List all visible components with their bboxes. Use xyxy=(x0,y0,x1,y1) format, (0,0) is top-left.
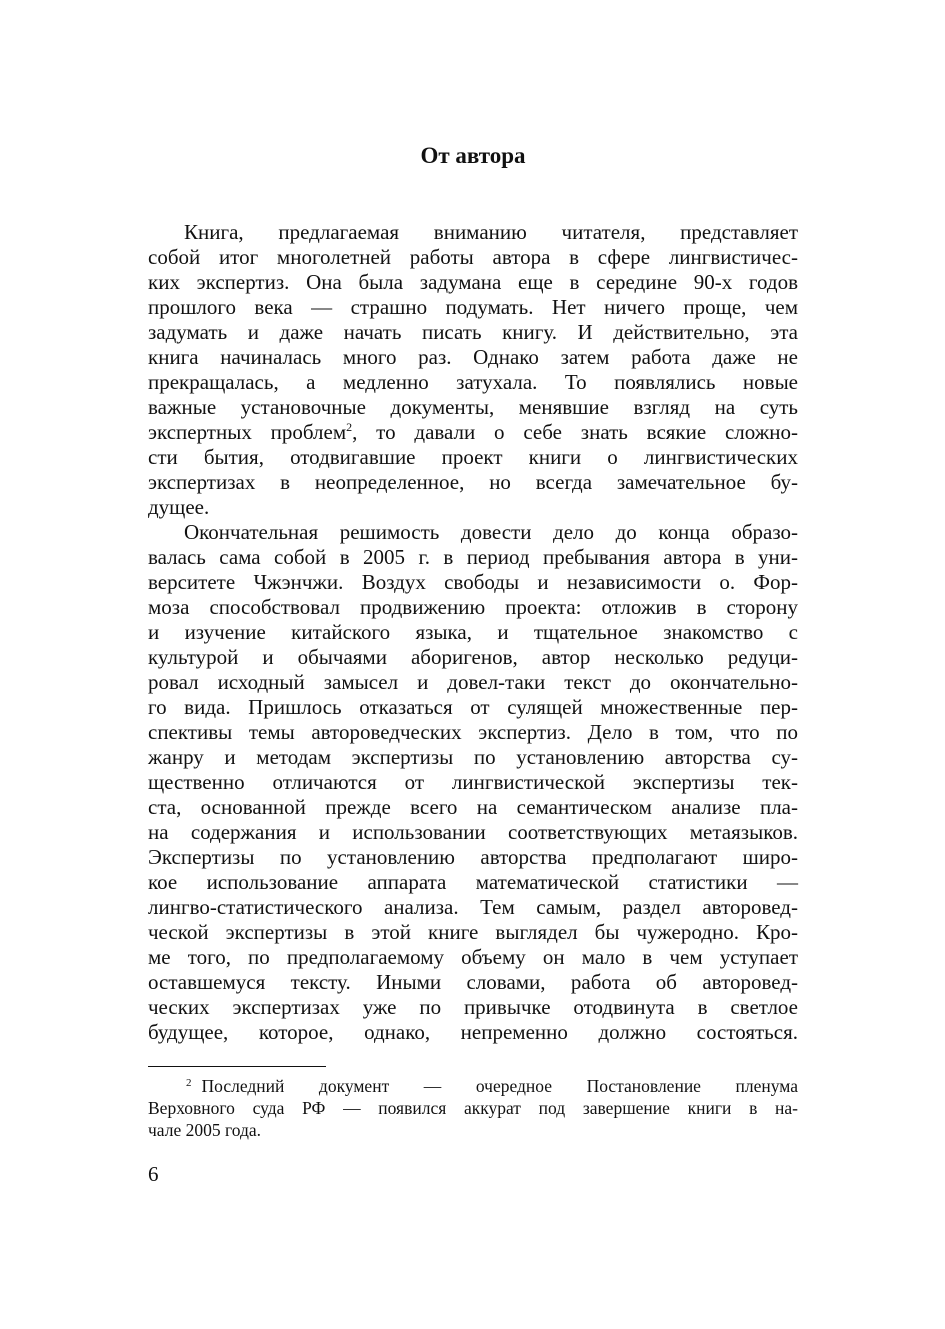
footnote-reference[interactable]: 2 xyxy=(346,420,353,434)
paragraph-2-line: будущее, которое, однако, непременно должно состояться. xyxy=(148,1020,798,1044)
paragraph-1-line: прекращалась, а медленно затухала. То появлялись новые xyxy=(148,370,798,394)
paragraph-1-line: задумать и даже начать писать книгу. И действительно, эта xyxy=(148,320,798,344)
paragraph-2-line: оставшемуся тексту. Иными словами, работа об авторовед- xyxy=(148,970,798,994)
line-text-after-footnote: , то давали о себе знать всякие сложно- xyxy=(352,420,799,444)
paragraph-2-line: ста, основанной прежде всего на семантическом анализе пла- xyxy=(148,795,798,819)
paragraph-2-line: спективы темы автороведческих экспертиз. Дело в том, что по xyxy=(148,720,798,744)
paragraph-2-line: го вида. Пришлось отказаться от сулящей множественные пер- xyxy=(148,695,798,719)
paragraph-2-line: щественно отличаются от лингвистической экспертизы тек- xyxy=(148,770,798,794)
paragraph-1-line-with-footnote xyxy=(148,420,798,445)
line-text-before-footnote: экспертных проблем xyxy=(148,420,347,444)
paragraph-1-line: экспертизах в неопределенное, но всегда замечательное бу- xyxy=(148,470,798,494)
paragraph-2-line: на содержания и использовании соответствующих метаязыков. xyxy=(148,820,798,844)
paragraph-1-line: прошлого века — страшно подумать. Нет ничего проще, чем xyxy=(148,295,798,319)
paragraph-1-line: Книга, предлагаемая вниманию читателя, представляет xyxy=(184,220,798,244)
paragraph-1-line: сти бытия, отодвигавшие проект книги о лингвистических xyxy=(148,445,798,469)
paragraph-2-line: ческой экспертизы в этой книге выглядел бы чужеродно. Кро- xyxy=(148,920,798,944)
paragraph-2-line: Окончательная решимость довести дело до конца образо- xyxy=(184,520,798,544)
paragraph-2-line: ме того, по предполагаемому объему он мало в чем уступает xyxy=(148,945,798,969)
footnote-marker: 2 xyxy=(186,1077,192,1089)
paragraph-1-line: ких экспертиз. Она была задумана еще в середине 90-х годов xyxy=(148,270,798,294)
paragraph-2-line: и изучение китайского языка, и тщательное знакомство с xyxy=(148,620,798,644)
paragraph-2-line: культурой и обычаями аборигенов, автор несколько редуци- xyxy=(148,645,798,669)
paragraph-2-line: Экспертизы по установлению авторства предполагают широ- xyxy=(148,845,798,869)
paragraph-1-line: собой итог многолетней работы автора в сфере лингвистичес- xyxy=(148,245,798,269)
paragraph-2-line: валась сама собой в 2005 г. в период пребывания автора в уни- xyxy=(148,545,798,569)
page-number: 6 xyxy=(148,1162,159,1186)
paragraph-2-line: верситете Чжэнчжи. Воздух свободы и независимости о. Фор- xyxy=(148,570,798,594)
paragraph-1-line: книга начиналась много раз. Однако затем работа даже не xyxy=(148,345,798,369)
footnote-line xyxy=(148,1075,798,1097)
footnote-line: чале 2005 года. xyxy=(148,1120,262,1140)
paragraph-1-line: важные установочные документы, менявшие взгляд на суть xyxy=(148,395,798,419)
footnote-separator xyxy=(148,1066,326,1067)
paragraph-1-line: дущее. xyxy=(148,495,210,519)
footnote-line: Верховного суда РФ — появился аккурат под завершение книги в на- xyxy=(148,1098,798,1118)
paragraph-2-line: кое использование аппарата математической статистики — xyxy=(148,870,798,894)
paragraph-2-line: ческих экспертизах уже по привычке отодвинута в светлое xyxy=(148,995,798,1019)
main-text xyxy=(148,220,798,1045)
footnote xyxy=(148,1075,798,1141)
paragraph-2-line: ровал исходный замысел и довел-таки текст до окончательно- xyxy=(148,670,798,694)
footnote-line-text: Последний документ — очередное Постановление пленума xyxy=(201,1076,798,1096)
paragraph-2-line: жанру и методам экспертизы по установлению авторства су- xyxy=(148,745,798,769)
paragraph-2-line: лингво-статистического анализа. Тем самым, раздел авторовед- xyxy=(148,895,798,919)
chapter-title: От автора xyxy=(420,143,526,168)
paragraph-2-line: моза способствовал продвижению проекта: отложив в сторону xyxy=(148,595,798,619)
